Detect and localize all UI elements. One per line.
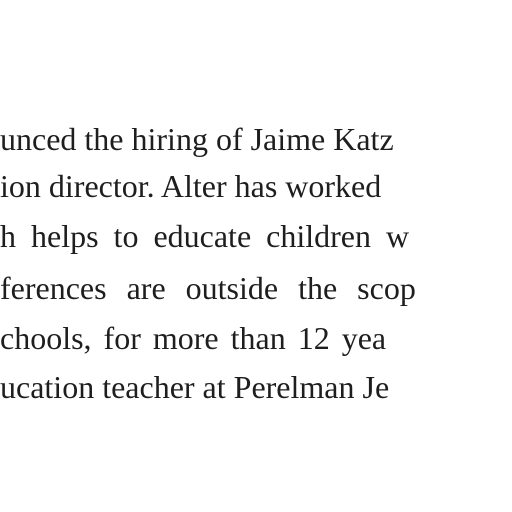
text-line-4: ferences are outside the scop <box>0 270 416 306</box>
text-line-6: ucation teacher at Perelman Je <box>0 369 390 405</box>
text-line-1: unced the hiring of Jaime Katz <box>0 121 394 157</box>
text-line-3: h helps to educate children w <box>0 218 410 254</box>
text-line-2: ion director. Alter has worked <box>0 168 382 204</box>
text-line-5: chools, for more than 12 yea <box>0 320 387 356</box>
